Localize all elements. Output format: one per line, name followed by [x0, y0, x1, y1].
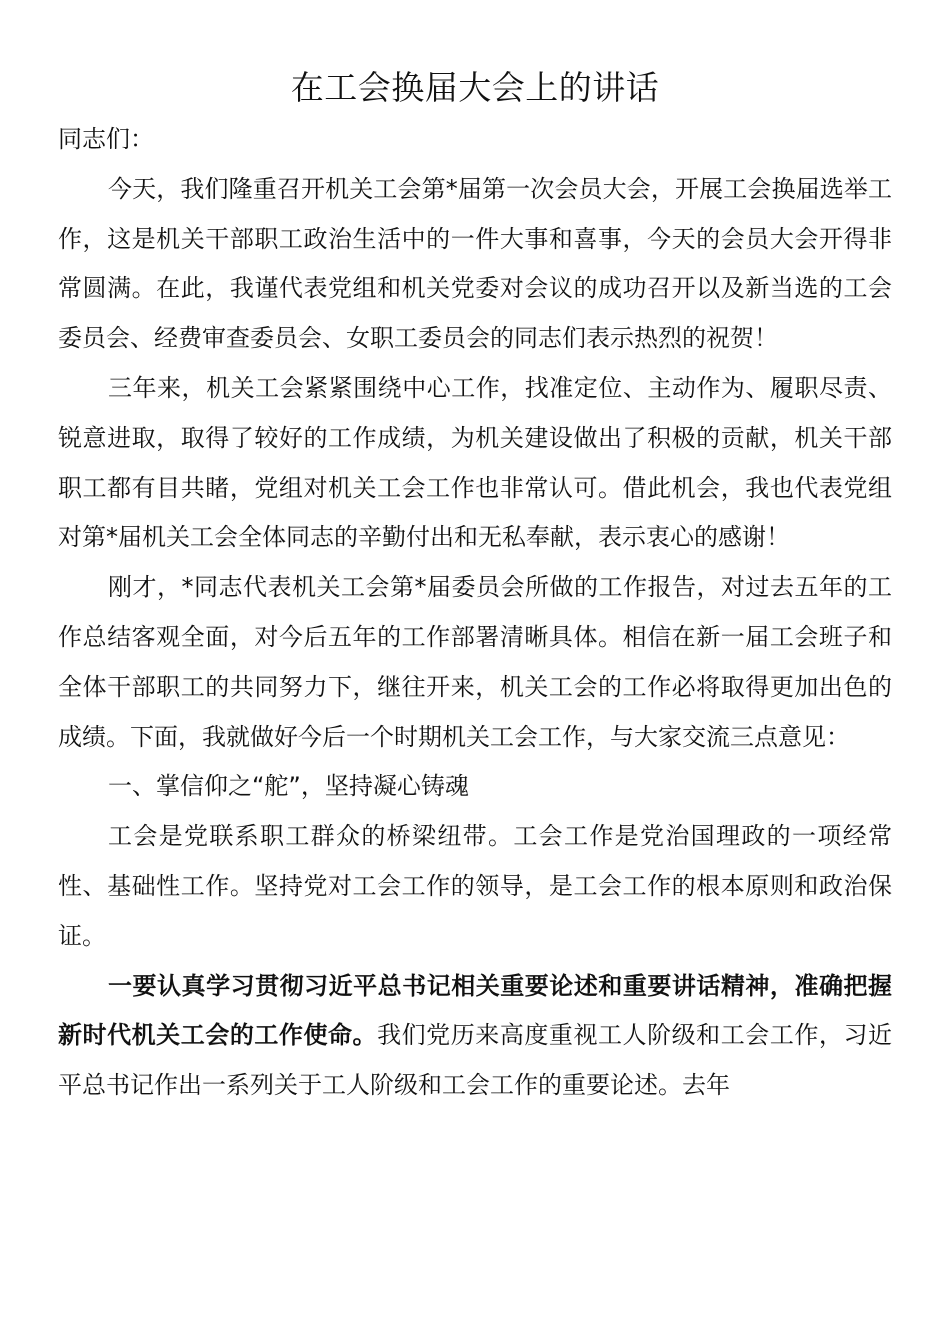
document-body	[58, 115, 892, 1111]
section-heading-1: 一、掌信仰之“舵”，坚持凝心铸魂	[108, 772, 469, 801]
paragraph-study-lead: 一要认真学习贯彻习近平总书记相关重要论述和重要讲话精神，准确把握新时代机关工会的工作使命。	[58, 971, 892, 1050]
paragraph-study-text: 我们党历来高度重视工人阶级和工会工作，习近平总书记作出一系列关于工人阶级和工会工作的重要论述。去年	[58, 1021, 893, 1100]
paragraph-study	[58, 962, 892, 1111]
paragraph-opening: 今天，我们隆重召开机关工会第*届第一次会员大会，开展工会换届选举工作，这是机关干部职工政治生活中的一件大事和喜事，今天的会员大会开得非常圆满。在此，我谨代表党组和机关党委对会议的成功召开以及新当选的工会委员会、经费审查委员会、女职工委员会的同志们表示热烈的祝贺！	[58, 174, 892, 353]
document-title: 在工会换届大会上的讲话	[290, 68, 660, 107]
paragraph-report: 刚才，*同志代表机关工会第*届委员会所做的工作报告，对过去五年的工作总结客观全面，对今后五年的工作部署清晰具体。相信在新一届工会班子和全体干部职工的共同努力下，继往开来，机关工会的工作必将取得更加出色的成绩。下面，我就做好今后一个时期机关工会工作，与大家交流三点意见：	[58, 573, 892, 751]
paragraph-achievements: 三年来，机关工会紧紧围绕中心工作，找准定位、主动作为、履职尽责、锐意进取，取得了较好的工作成绩，为机关建设做出了积极的贡献，机关干部职工都有目共睹，党组对机关工会工作也非常认可。借此机会，我也代表党组对第*届机关工会全体同志的辛勤付出和无私奉献，表示衷心的感谢！	[58, 373, 892, 552]
paragraph-union-role: 工会是党联系职工群众的桥梁纽带。工会工作是党治国理政的一项经常性、基础性工作。坚持党对工会工作的领导，是工会工作的根本原则和政治保证。	[58, 822, 892, 950]
salutation: 同志们：	[58, 125, 154, 153]
